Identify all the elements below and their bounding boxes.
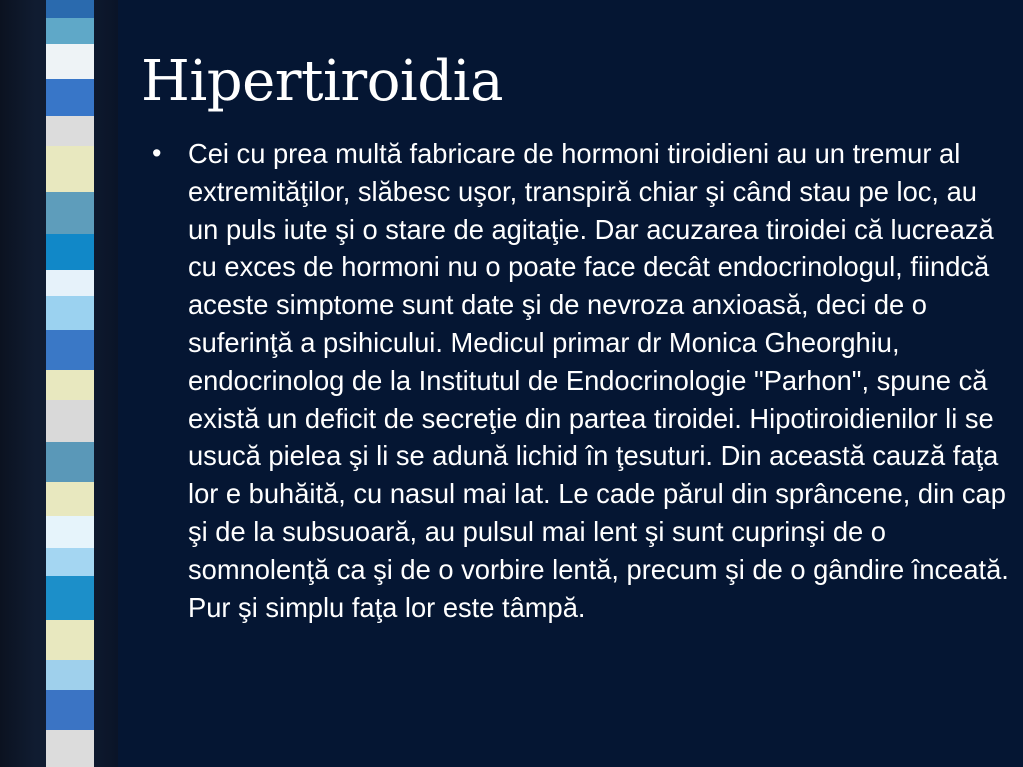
stripe: [46, 270, 94, 296]
stripe: [46, 660, 94, 690]
stripe: [46, 400, 94, 442]
list-item: [152, 135, 1014, 626]
left-decorative-band: [0, 0, 118, 767]
bullet-text: Cei cu prea multă fabricare de hormoni tiroidieni au un tremur al extremităţilor, slăbesc uşor, transpiră chiar şi când stau pe loc, au un puls iute şi o stare de agitaţie. Dar acuzarea tiroidei că lucrează cu exces de hormoni nu o poate face decât endocrinologul, fiindcă aceste simptome sunt date şi de nevroza anxioasă, deci de o suferinţă a psihicului. Medicul primar dr Monica Gheorghiu, endocrinolog de la Institutul de Endocrinologie "Parhon", spune că există un deficit de secreţie din partea tiroidei. Hipotiroidienilor li se usucă pielea şi li se adună lichid în ţesuturi. Din această cauză faţa lor e buhăită, cu nasul mai lat. Le cade părul din sprâncene, din cap şi de la subsuoară, au pulsul mai lent şi sunt cuprinşi de o somnolenţă ca şi de o vorbire lentă, precum şi de o gândire înceată. Pur şi simplu faţa lor este tâmpă.: [188, 138, 1009, 623]
stripe: [46, 730, 94, 767]
stripe: [46, 44, 94, 79]
stripe: [46, 0, 94, 18]
stripe: [46, 146, 94, 192]
bullet-list: [152, 135, 1014, 626]
stripe: [46, 516, 94, 548]
stripe: [46, 442, 94, 482]
stripe: [46, 116, 94, 146]
stripe: [46, 18, 94, 44]
stripe: [46, 482, 94, 516]
stripe: [46, 296, 94, 330]
bullet-icon: •: [152, 138, 162, 168]
slide-title: Hipertiroidia: [141, 49, 503, 114]
stripe: [46, 620, 94, 660]
stripe: [46, 576, 94, 620]
stripe: [46, 690, 94, 730]
stripe: [46, 548, 94, 576]
stripe: [46, 79, 94, 116]
stripe: [46, 330, 94, 370]
stripe: [46, 192, 94, 234]
stripe: [46, 370, 94, 400]
stripe: [46, 234, 94, 270]
decorative-stripe-column: [46, 0, 94, 767]
